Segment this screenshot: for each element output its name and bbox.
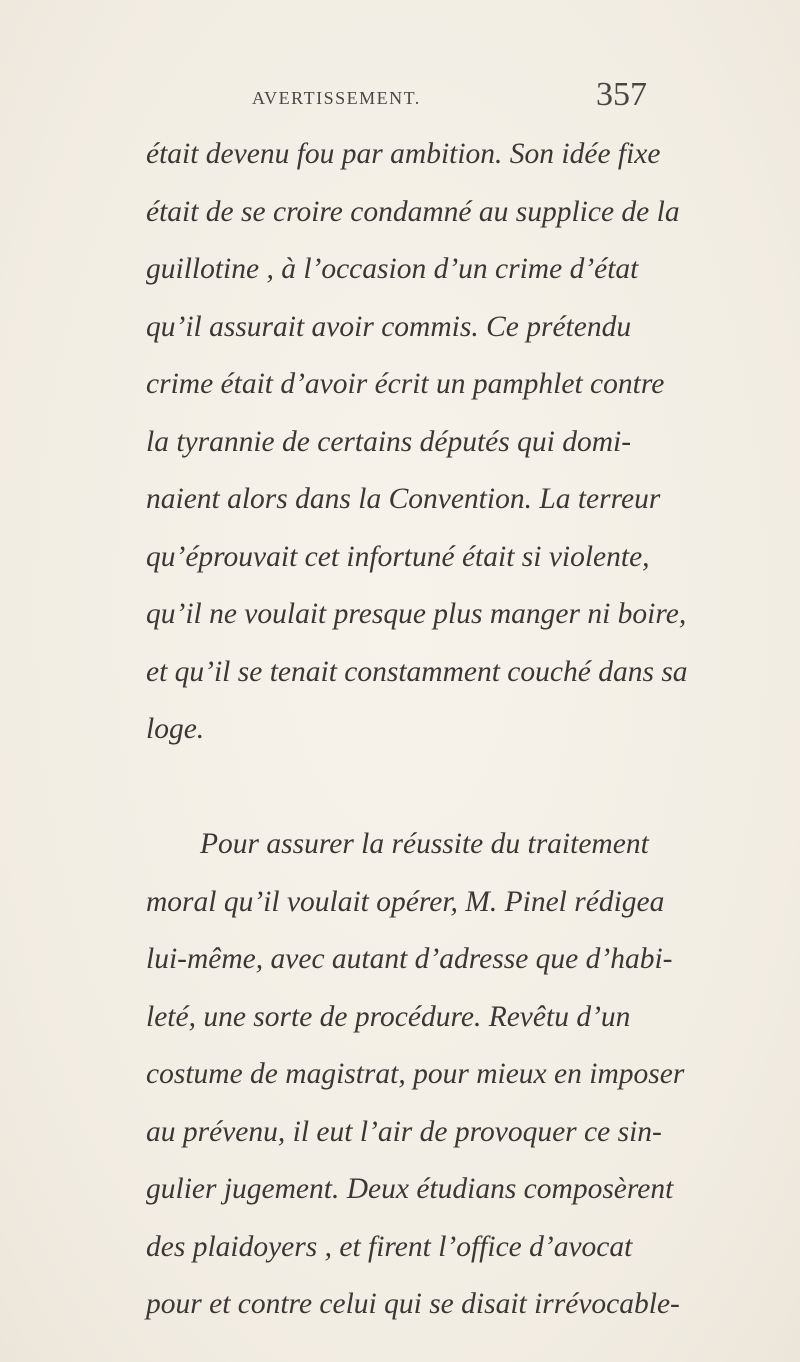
running-head (0, 76, 800, 122)
text-line: qu’éprouvait cet infortuné était si violente, (146, 540, 650, 573)
text-line: guillotine , à l’occasion d’un crime d’état (146, 253, 639, 285)
text-line: costume de magistrat, pour mieux en imposer (146, 1058, 685, 1090)
text-line: leté, une sorte de procédure. Revêtu d’un (146, 1000, 631, 1033)
text-line: lui-même, avec autant d’adresse que d’habi- (146, 943, 673, 975)
text-line: qu’il assurait avoir commis. Ce prétendu (146, 310, 632, 343)
body-text (146, 126, 706, 1334)
text-line: pour et contre celui qui se disait irrévocable- (146, 1288, 680, 1320)
page-number: 357 (596, 76, 647, 113)
paragraph-gap (146, 759, 706, 817)
text-line: était de se croire condamné au supplice de la (146, 195, 680, 228)
text-line: des plaidoyers , et firent l’office d’avocat (146, 1230, 633, 1263)
text-line: naient alors dans la Convention. La terreur (146, 483, 661, 515)
text-line: au prévenu, il eut l’air de provoquer ce sin- (146, 1115, 662, 1148)
text-line: moral qu’il voulait opérer, M. Pinel rédigea (146, 885, 665, 918)
text-line: gulier jugement. Deux étudians composèrent (146, 1173, 674, 1205)
text-line: crime était d’avoir écrit un pamphlet contre (146, 368, 665, 400)
text-line: et qu’il se tenait constamment couché dans sa (146, 655, 688, 688)
text-line: loge. (146, 713, 205, 745)
text-line: qu’il ne voulait presque plus manger ni boire, (146, 598, 687, 630)
text-line: la tyrannie de certains députés qui domi- (146, 425, 632, 458)
text-line: Pour assurer la réussite du traitement (200, 828, 649, 860)
text-line: était devenu fou par ambition. Son idée fixe (146, 138, 661, 170)
running-title: AVERTISSEMENT. (252, 88, 421, 108)
